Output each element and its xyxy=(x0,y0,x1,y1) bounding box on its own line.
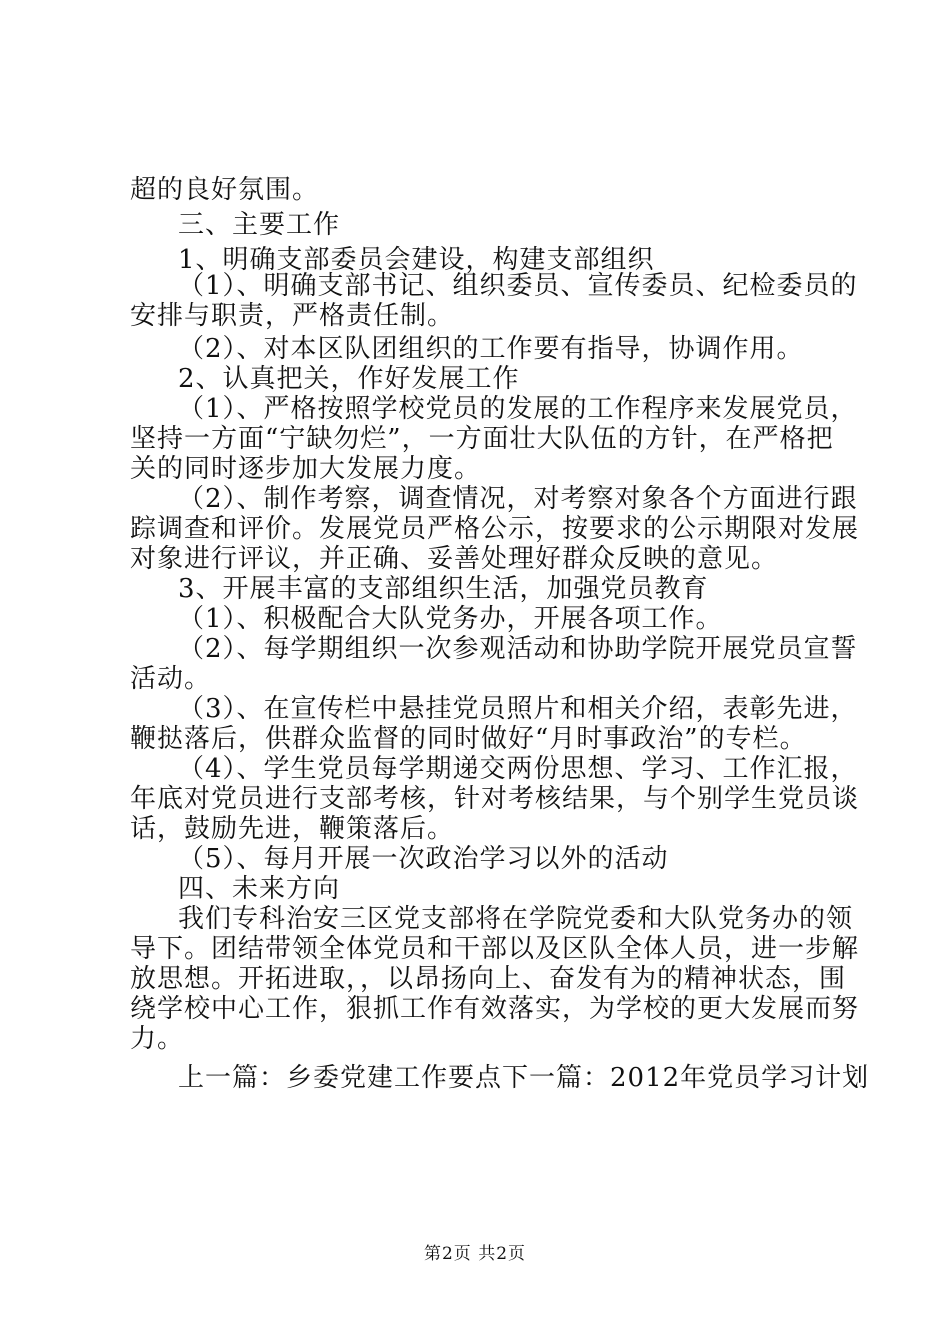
text-line: 对象进行评议，并正确、妥善处理好群众反映的意见。 xyxy=(130,544,779,574)
section-heading: 四、未来方向 xyxy=(178,874,341,904)
text-line: 话，鼓励先进，鞭策落后。 xyxy=(130,814,455,844)
text-line: 年底对党员进行支部考核，针对考核结果，与个别学生党员谈 xyxy=(130,784,860,814)
text-line: 绕学校中心工作，狠抓工作有效落实，为学校的更大发展而努 xyxy=(130,994,860,1024)
text-line: 放思想。开拓进取，，以昂扬向上、奋发有为的精神状态，围 xyxy=(130,964,847,994)
text-line: （5）、每月开展一次政治学习以外的活动 xyxy=(178,844,669,874)
text-line: 力。 xyxy=(130,1024,185,1054)
text-line: （2）、对本区队团组织的工作要有指导，协调作用。 xyxy=(178,334,804,364)
subsection-heading: 2、认真把关，作好发展工作 xyxy=(178,364,520,394)
text-line: （2）、每学期组织一次参观活动和协助学院开展党员宣誓 xyxy=(178,634,858,664)
text-line: 安排与职责，严格责任制。 xyxy=(130,301,455,331)
text-line: （4）、学生党员每学期递交两份思想、学习、工作汇报， xyxy=(178,754,858,784)
text-line: （2）、制作考察，调查情况，对考察对象各个方面进行跟 xyxy=(178,484,858,514)
text-line: 活动。 xyxy=(130,664,212,694)
subsection-heading: 3、开展丰富的支部组织生活，加强党员教育 xyxy=(178,574,709,604)
text-line: （1）、明确支部书记、组织委员、宣传委员、纪检委员的 xyxy=(178,271,858,301)
prev-next-links[interactable]: 上一篇：乡委党建工作要点下一篇：2012年党员学习计划 xyxy=(178,1063,870,1093)
text-line: 关的同时逐步加大发展力度。 xyxy=(130,454,482,484)
section-heading: 三、主要工作 xyxy=(178,210,341,240)
text-line: 我们专科治安三区党支部将在学院党委和大队党务办的领 xyxy=(178,904,854,934)
text-line: 鞭挞落后，供群众监督的同时做好“月时事政治”的专栏。 xyxy=(130,724,807,754)
text-line: （1）、积极配合大队党务办，开展各项工作。 xyxy=(178,604,723,634)
text-line: （3）、在宣传栏中悬挂党员照片和相关介绍，表彰先进， xyxy=(178,694,858,724)
subsection-heading: 1、明确支部委员会建设，构建支部组织 xyxy=(178,245,655,275)
text-line: 坚持一方面“宁缺勿烂”，一方面壮大队伍的方针，在严格把 xyxy=(130,424,834,454)
text-line: 超的良好氛围。 xyxy=(130,175,320,205)
text-line: 导下。团结带领全体党员和干部以及区队全体人员，进一步解 xyxy=(130,934,860,964)
text-line: （1）、严格按照学校党员的发展的工作程序来发展党员， xyxy=(178,394,858,424)
page-number: 第2页 共2页 xyxy=(423,1244,527,1264)
text-line: 踪调查和评价。发展党员严格公示，按要求的公示期限对发展 xyxy=(130,514,860,544)
